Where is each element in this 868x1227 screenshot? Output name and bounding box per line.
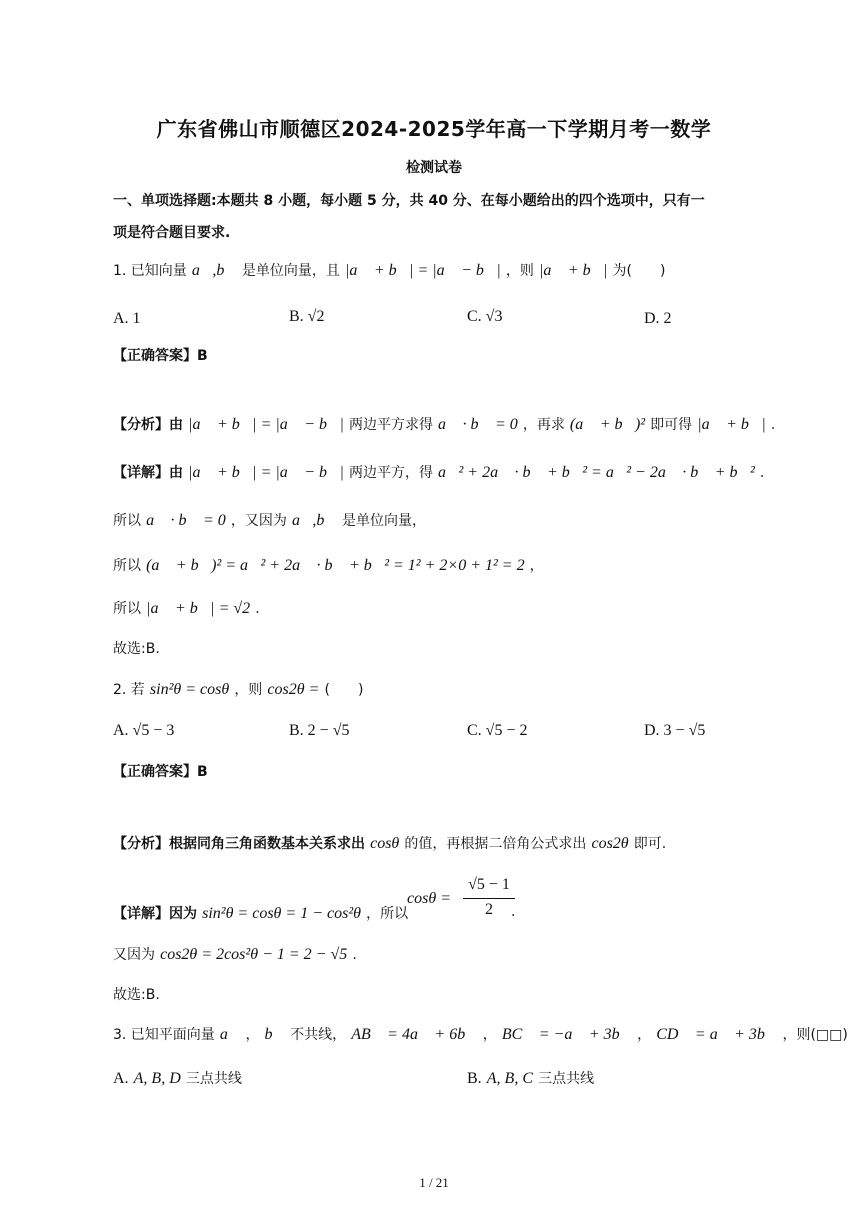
q1-stem-text-a: 1. 已知向量 bbox=[113, 263, 187, 279]
q1-option-c: C. √3 bbox=[467, 308, 503, 325]
q1-stem-abs: |a⃗ + b⃗| bbox=[538, 262, 608, 279]
q2-stem-text-c: ( ) bbox=[324, 682, 364, 698]
q1-stem-vectors: a⃗,b⃗ bbox=[191, 262, 237, 279]
q1-so1-vectors: a⃗,b⃗ bbox=[291, 512, 337, 529]
q2-choose: 故选:B. bbox=[113, 987, 160, 1003]
q1-so1-text-b: ，又因为 bbox=[230, 513, 287, 529]
q1-stem-text-b: 是单位向量，且 bbox=[241, 263, 340, 279]
q1-detail-text-a: 【详解】由 bbox=[113, 465, 183, 481]
q1-so1-eq: a⃗ · b⃗ = 0 bbox=[146, 512, 226, 529]
q3-option-b-label: B. bbox=[467, 1070, 482, 1087]
q1-analysis-square: (a⃗ + b⃗)² bbox=[569, 416, 646, 433]
q2-stem-eq: sin²θ = cosθ bbox=[149, 681, 230, 698]
q1-answer: 【正确答案】B bbox=[113, 348, 208, 364]
q2-detail-text-a: 【详解】因为 bbox=[113, 906, 197, 922]
q1-analysis-abs: |a⃗ + b⃗| bbox=[697, 416, 766, 433]
q1-analysis-text-d: 即可得 bbox=[650, 417, 693, 433]
q3-stem-separator: ， bbox=[245, 1027, 260, 1043]
q2-analysis-text-a: 【分析】根据同角三角函数基本关系求出 bbox=[113, 836, 365, 852]
q2-stem-eq2: cos2θ = bbox=[267, 681, 320, 698]
q1-so3-text-b: . bbox=[255, 601, 260, 617]
q3-option-b-points: A, B, C bbox=[486, 1070, 533, 1087]
q1-so2-eq: (a⃗ + b⃗)² = a⃗² + 2a⃗ · b⃗ + b⃗² = 1² + 2×0 + 1² = 2 bbox=[146, 557, 525, 574]
q1-detail-eq: |a⃗ + b⃗| = |a⃗ − b⃗| bbox=[188, 464, 344, 481]
q3-stem-text-a: 3. 已知平面向量 bbox=[113, 1027, 215, 1043]
q2-detail-numerator: √5 − 1 bbox=[468, 876, 510, 893]
q1-option-b: B. √2 bbox=[289, 308, 325, 325]
q1-analysis bbox=[113, 414, 775, 434]
q1-so-line-2 bbox=[113, 555, 544, 575]
page-number: 1 / 21 bbox=[419, 1175, 449, 1190]
q3-stem-vector-b: b⃗ bbox=[264, 1026, 285, 1043]
q3-stem-text-b: 不共线， bbox=[290, 1027, 347, 1043]
q2-analysis-m1: cosθ bbox=[370, 835, 400, 852]
q1-stem bbox=[113, 260, 665, 280]
fraction-bar bbox=[463, 898, 515, 899]
q1-so2-text-a: 所以 bbox=[113, 558, 141, 574]
document-subtitle: 检测试卷 bbox=[406, 160, 462, 176]
q2-also-text-a: 又因为 bbox=[113, 947, 155, 963]
q2-also-eq: cos2θ = 2cos²θ − 1 = 2 − √5 bbox=[160, 946, 348, 963]
q3-stem-ab: AB⃗ = 4a⃗ + 6b⃗ bbox=[351, 1026, 478, 1043]
q3-stem-text-c: ，则(□□) bbox=[782, 1027, 848, 1043]
q3-option-a-points: A, B, D bbox=[133, 1070, 181, 1087]
q3-stem-bc: BC⃗ = −a⃗ + 3b⃗ bbox=[501, 1026, 633, 1043]
q1-detail-text-c: . bbox=[759, 465, 765, 481]
q3-option-b-text: 三点共线 bbox=[538, 1071, 595, 1087]
q2-detail-denominator: 2 bbox=[485, 901, 493, 918]
q2-option-c: C. √5 − 2 bbox=[467, 722, 528, 739]
q1-detail-text-b: 两边平方，得 bbox=[348, 465, 433, 481]
q2-detail-eq: sin²θ = cosθ = 1 − cos²θ bbox=[202, 905, 361, 922]
q2-option-a: A. √5 − 3 bbox=[113, 722, 175, 739]
q1-so1-text-c: 是单位向量， bbox=[341, 513, 426, 529]
q1-so-line-1 bbox=[113, 510, 426, 530]
q2-analysis bbox=[113, 833, 666, 853]
q3-stem-separator-3: ， bbox=[637, 1027, 652, 1043]
q1-stem-equation: |a⃗ + b⃗| = |a⃗ − b⃗| bbox=[344, 262, 501, 279]
document-title: 广东省佛山市顺德区2024-2025学年高一下学期月考一数学 bbox=[156, 117, 712, 141]
q1-analysis-dot: a⃗ · b⃗ = 0 bbox=[438, 416, 518, 433]
q1-stem-text-d: 为( ) bbox=[612, 263, 666, 279]
q2-also-text-b: . bbox=[352, 947, 357, 963]
q3-stem-vector-a: a⃗ bbox=[219, 1026, 241, 1043]
q3-stem bbox=[113, 1024, 848, 1044]
q3-option-b bbox=[467, 1068, 594, 1088]
q1-analysis-eq: |a⃗ + b⃗| = |a⃗ − b⃗| bbox=[188, 416, 344, 433]
q1-option-d: D. 2 bbox=[644, 310, 672, 327]
q1-analysis-text-e: . bbox=[770, 417, 776, 433]
q1-choose: 故选:B. bbox=[113, 641, 160, 657]
q3-option-a bbox=[113, 1068, 242, 1088]
q2-detail-text-b: ，所以 bbox=[366, 906, 409, 922]
q2-option-b: B. 2 − √5 bbox=[289, 722, 350, 739]
q1-analysis-text-c: ，再求 bbox=[522, 417, 565, 433]
q2-answer: 【正确答案】B bbox=[113, 764, 208, 780]
q3-stem-separator-2: ， bbox=[482, 1027, 497, 1043]
q1-option-a: A. 1 bbox=[113, 310, 141, 327]
q1-analysis-text-a: 【分析】由 bbox=[113, 417, 183, 433]
q2-analysis-m2: cos2θ bbox=[591, 835, 629, 852]
q1-detail bbox=[113, 462, 764, 482]
section-heading-line2: 项是符合题目要求. bbox=[113, 225, 231, 241]
q1-so3-eq: |a⃗ + b⃗| = √2 bbox=[146, 600, 251, 617]
q3-option-a-label: A. bbox=[113, 1070, 129, 1087]
q1-so2-text-b: ， bbox=[529, 558, 544, 574]
q3-stem-cd: CD⃗ = a⃗ + 3b⃗ bbox=[656, 1026, 778, 1043]
q3-option-a-text: 三点共线 bbox=[185, 1071, 242, 1087]
q1-stem-text-c: ，则 bbox=[505, 263, 534, 279]
section-heading-line1: 一、单项选择题:本题共 8 小题，每小题 5 分，共 40 分、在每小题给出的四个选项中，只有一 bbox=[113, 193, 705, 209]
q1-so-line-3 bbox=[113, 598, 260, 618]
q1-so3-text-a: 所以 bbox=[113, 601, 141, 617]
q2-stem-text-b: ，则 bbox=[234, 682, 263, 698]
q2-analysis-text-c: 即可. bbox=[633, 836, 667, 852]
q2-detail bbox=[113, 903, 408, 923]
q2-stem-text-a: 2. 若 bbox=[113, 682, 145, 698]
q2-analysis-text-b: 的值，再根据二倍角公式求出 bbox=[404, 836, 587, 852]
q2-option-d: D. 3 − √5 bbox=[644, 722, 706, 739]
q2-detail-lhs: cosθ = bbox=[407, 890, 451, 907]
q1-analysis-text-b: 两边平方求得 bbox=[348, 417, 433, 433]
q1-detail-eq2: a⃗² + 2a⃗ · b⃗ + b⃗² = a⃗² − 2a⃗ · b⃗ + b⃗² bbox=[438, 464, 755, 481]
q1-so1-text-a: 所以 bbox=[113, 513, 141, 529]
q2-detail-text-c: . bbox=[511, 904, 516, 920]
q2-stem bbox=[113, 679, 363, 699]
q2-also-line bbox=[113, 944, 357, 964]
